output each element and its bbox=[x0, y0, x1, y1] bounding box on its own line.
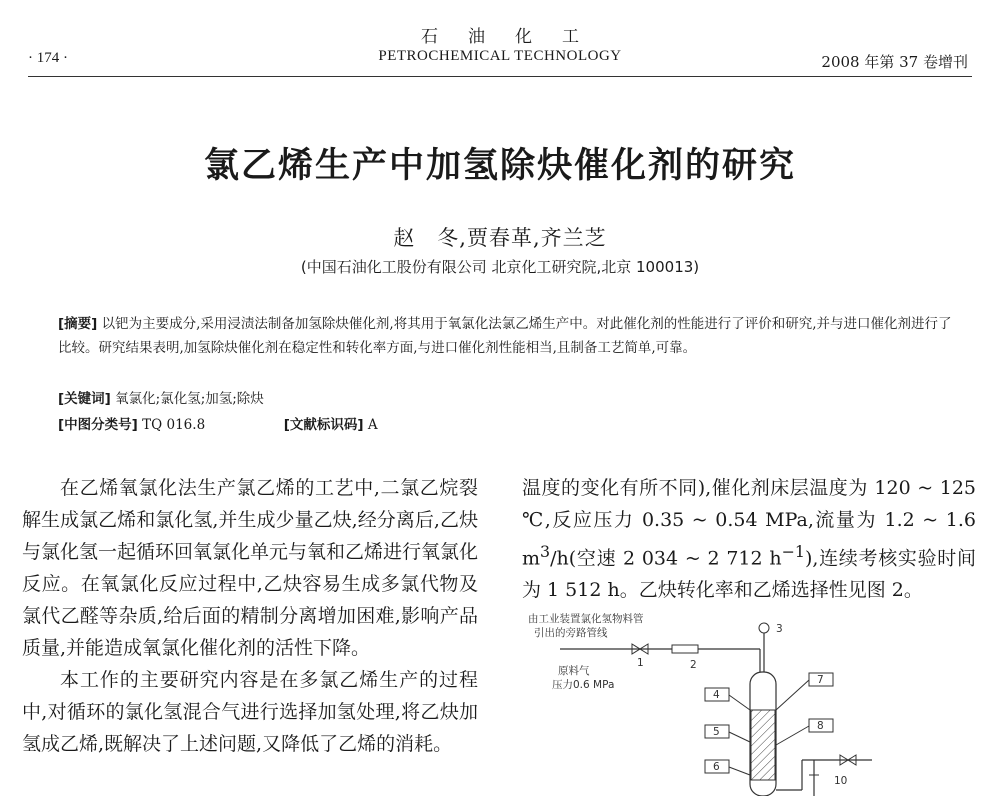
filter-unit bbox=[672, 645, 698, 653]
process-flow-diagram bbox=[522, 610, 982, 796]
body-left-column bbox=[22, 472, 478, 794]
article-title: 氯乙烯生产中加氢除炔催化剂的研究 bbox=[203, 146, 796, 186]
doc-code-label: [文献标识码] bbox=[283, 417, 364, 433]
label-7: 7 bbox=[817, 674, 824, 686]
label-8: 8 bbox=[817, 720, 824, 732]
clc-value: TQ 016.8 bbox=[142, 417, 206, 433]
body-paragraph-2: 本工作的主要研究内容是在多氯乙烯生产的过程中,对循环的氯化氢混合气进行选择加氢处理,将乙炔加氢成乙烯,既解决了上述问题,又降低了乙烯的消耗。 bbox=[22, 669, 478, 755]
label-1: 1 bbox=[637, 657, 644, 669]
keywords bbox=[58, 387, 958, 411]
header-rule bbox=[28, 76, 972, 77]
abstract-text: 以钯为主要成分,采用浸渍法制备加氢除炔催化剂,将其用于氧氯化法氯乙烯生产中。对此催化剂的性能进行了评价和研究,并与进口催化剂进行了比较。研究结果表明,加氢除炔催化剂在稳定性和转化率方面,与进口催化剂性能相当,且制备工艺简单,可靠。 bbox=[58, 316, 952, 356]
label-source-2: 引出的旁路管线 bbox=[534, 627, 608, 639]
label-2: 2 bbox=[690, 659, 697, 671]
journal-name-en: PETROCHEMICAL TECHNOLOGY bbox=[378, 48, 622, 64]
label-feed-2: 压力0.6 MPa bbox=[552, 679, 615, 691]
keywords-label: [关键词] bbox=[58, 391, 111, 407]
keywords-text: 氧氯化;氯化氢;加氢;除炔 bbox=[115, 391, 264, 407]
label-source-1: 由工业装置氯化氢物料管 bbox=[528, 613, 644, 625]
journal-name-cn: 石油化工 bbox=[421, 27, 609, 47]
affiliation: (中国石油化工股份有限公司 北京化工研究院,北京 100013) bbox=[300, 258, 700, 276]
abstract-label: [摘要] bbox=[58, 316, 98, 332]
authors: 赵 冬,贾春革,齐兰芝 bbox=[393, 226, 607, 250]
catalyst-bed bbox=[751, 710, 775, 780]
label-5: 5 bbox=[713, 726, 720, 738]
process-flow-figure bbox=[522, 610, 982, 796]
label-feed-1: 原料气 bbox=[558, 665, 590, 677]
doc-code-value: A bbox=[367, 417, 378, 433]
pressure-gauge bbox=[759, 623, 769, 633]
clc-label: [中图分类号] bbox=[58, 417, 138, 433]
label-6: 6 bbox=[713, 761, 720, 773]
abstract bbox=[58, 312, 958, 360]
issue-info: 2008 年第 37 卷增刊 bbox=[821, 53, 968, 71]
classification bbox=[58, 413, 958, 437]
label-10: 10 bbox=[834, 775, 848, 787]
label-3: 3 bbox=[776, 623, 783, 635]
label-4: 4 bbox=[713, 689, 720, 701]
body-paragraph-1: 在乙烯氧氯化法生产氯乙烯的工艺中,二氯乙烷裂解生成氯乙烯和氯化氢,并生成少量乙炔,经分离后,乙炔与氯化氢一起循环回氧氯化单元与氧和乙烯进行氧氯化反应。在氧氯化反应过程中,乙炔容易生成多氯代物及氯代乙醛等杂质,给后面的精制分离增加困难,影响产品质量,并能造成氧氯化催化剂的活性下降。 bbox=[22, 477, 478, 659]
page-number: · 174 · bbox=[28, 50, 68, 66]
body-paragraph-right: 温度的变化有所不同),催化剂床层温度为 120 ~ 125 ℃,反应压力 0.35 ~ 0.54 MPa,流量为 1.2 ~ 1.6 $m^3/h$(空速 2 034 ~ 2 712 $h^{-1}$),连续考核实验时间为 1 512 h。乙炔转化率和乙烯选择性见图 2。 bbox=[522, 477, 977, 602]
body-right-column bbox=[522, 472, 976, 606]
